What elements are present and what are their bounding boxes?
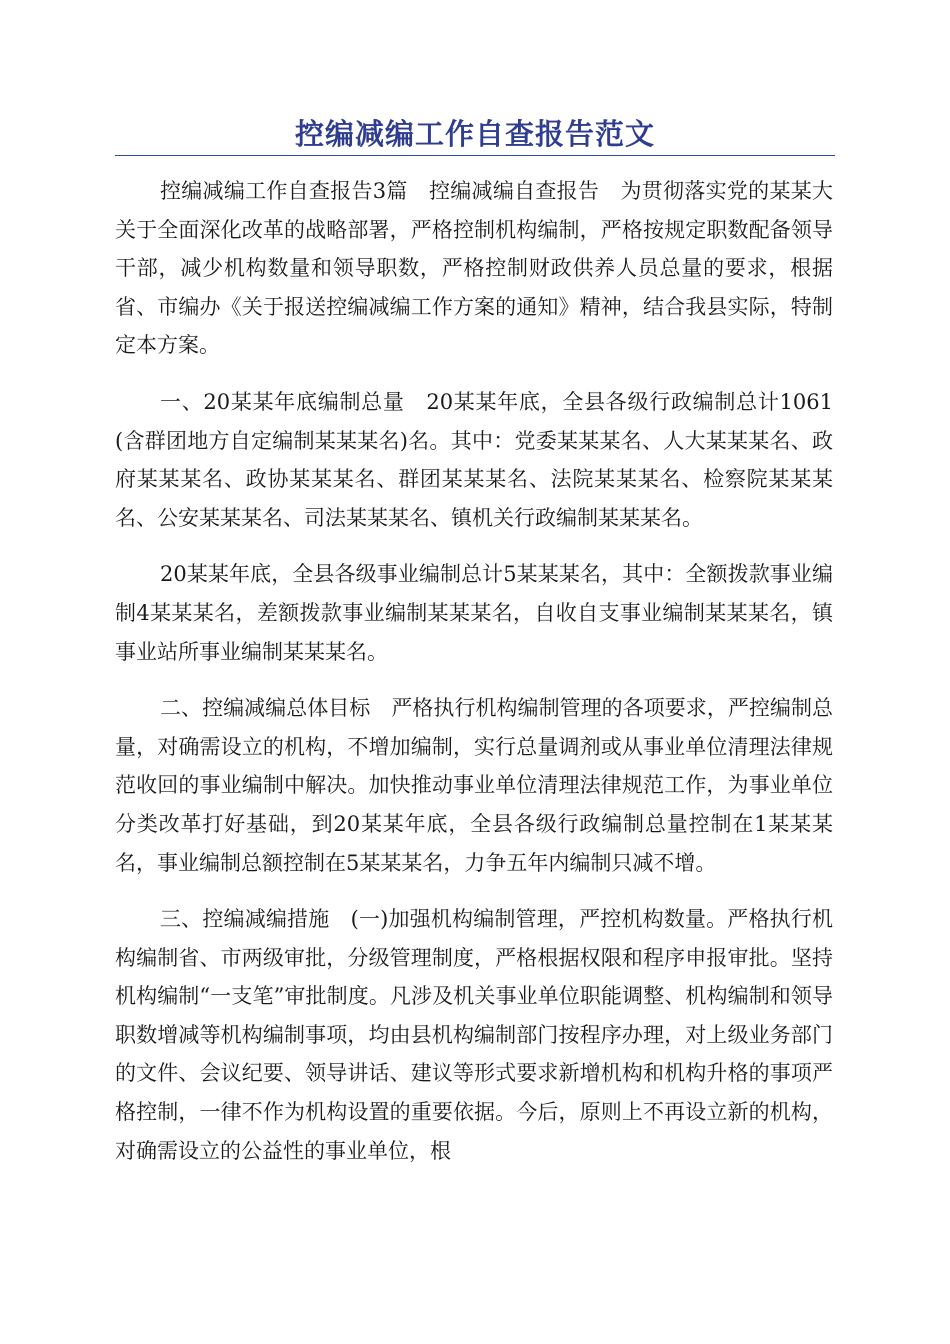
title-underline — [115, 155, 835, 156]
document-body — [115, 172, 833, 1188]
paragraph-section-3: 三、控编减编措施 (一)加强机构编制管理，严控机构数量。严格执行机构编制省、市两级审批，分级管理制度，严格根据权限和程序申报审批。坚持机构编制“一支笔”审批制度。凡涉及机关事业单位职能调整、机构编制和领导职数增减等机构编制事项，均由县机构编制部门按程序办理，对上级业务部门的文件、会议纪要、领导讲话、建议等形式要求新增机构和机构升格的事项严格控制，一律不作为机构设置的重要依据。今后，原则上不再设立新的机构，对确需设立的公益性的事业单位，根 — [115, 907, 833, 1163]
paragraph-section-1-continued: 20某某年底，全县各级事业编制总计5某某某名，其中：全额拨款事业编制4某某某名，差额拨款事业编制某某某名，自收自支事业编制某某某名，镇事业站所事业编制某某某名。 — [115, 562, 833, 664]
paragraph-section-2: 二、控编减编总体目标 严格执行机构编制管理的各项要求，严控编制总量，对确需设立的机构，不增加编制，实行总量调剂或从事业单位清理法律规范收回的事业编制中解决。加快推动事业单位清理法律规范工作，为事业单位分类改革打好基础，到20某某年底，全县各级行政编制总量控制在1某某某名，事业编制总额控制在5某某某名，力争五年内编制只减不增。 — [115, 696, 833, 875]
paragraph-section-1: 一、20某某年底编制总量 20某某年底，全县各级行政编制总计1061(含群团地方自定编制某某某名)名。其中：党委某某某名、人大某某某名、政府某某某名、政协某某某名、群团某某某名、法院某某某名、检察院某某某名、公安某某某名、司法某某某名、镇机关行政编制某某某名。 — [115, 389, 833, 530]
paragraph-intro: 控编减编工作自查报告3篇 控编减编自查报告 为贯彻落实党的某某大关于全面深化改革的战略部署，严格控制机构编制，严格按规定职数配备领导干部，减少机构数量和领导职数，严格控制财政供养人员总量的要求，根据省、市编办《关于报送控编减编工作方案的通知》精神，结合我县实际，特制定本方案。 — [115, 179, 833, 358]
document-title: 控编减编工作自查报告范文 — [294, 117, 655, 151]
